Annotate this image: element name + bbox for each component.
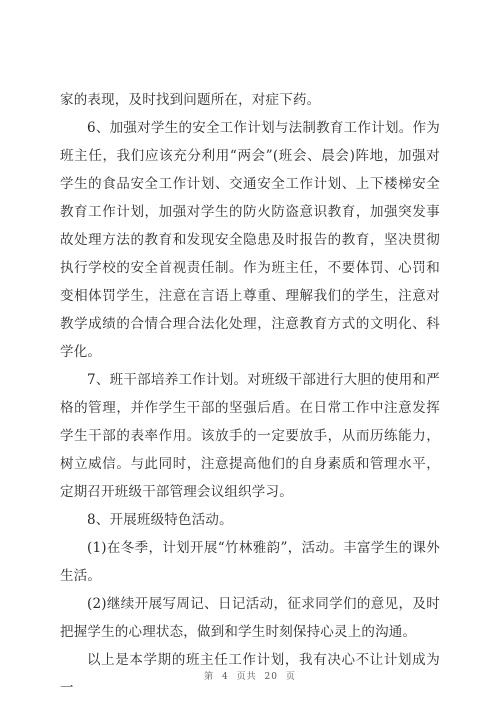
- page-footer: [0, 669, 500, 682]
- paragraph-2: 6、加强对学生的安全工作计划与法制教育工作计划。作为班主任，我们应该充分利用“两会”(班会、晨会)阵地，加强对学生的食品安全工作计划、交通安全工作计划、上下楼梯安全教育工作计划，加强对学生的防火防盗意识教育，加强突发事故处理方法的教育和发现安全隐患及时报告的教育，坚决贯彻执行学校的安全首视责任制。作为班主任，不要体罚、心罚和变相体罚学生，注意在言语上尊重、理解我们的学生，注意对教学成绩的合情合理合法化处理，注意教育方式的文明化、科学化。: [60, 120, 440, 360]
- footer-page-number: 4: [222, 672, 229, 682]
- paragraph-1: 家的表现，及时找到问题所在，对症下药。: [60, 92, 321, 108]
- document-body: [60, 86, 440, 702]
- footer-middle: 页共: [236, 672, 257, 682]
- paragraph-6: (2)继续开展写周记、日记活动，征求同学们的意见，及时把握学生的心理状态，做到和学生时刻保持心灵上的沟通。: [60, 596, 440, 640]
- paragraph-7: 以上是本学期的班主任工作计划，我有决心不让计划成为一: [60, 652, 440, 696]
- paragraph-5: (1)在冬季，计划开展“竹林雅韵”，活动。丰富学生的课外生活。: [60, 540, 440, 584]
- footer-suffix: 页: [285, 672, 296, 682]
- footer-total-pages: 20: [264, 672, 278, 682]
- paragraph-4: 8、开展班级特色活动。: [87, 512, 233, 528]
- footer-prefix: 第: [204, 672, 215, 682]
- paragraph-3: 7、班干部培养工作计划。对班级干部进行大胆的使用和严格的管理，并作学生干部的坚强后盾。在日常工作中注意发挥学生干部的表率作用。该放手的一定要放手，从而历练能力，树立威信。与此同时，注意提高他们的自身素质和管理水平，定期召开班级干部管理会议组织学习。: [60, 372, 440, 500]
